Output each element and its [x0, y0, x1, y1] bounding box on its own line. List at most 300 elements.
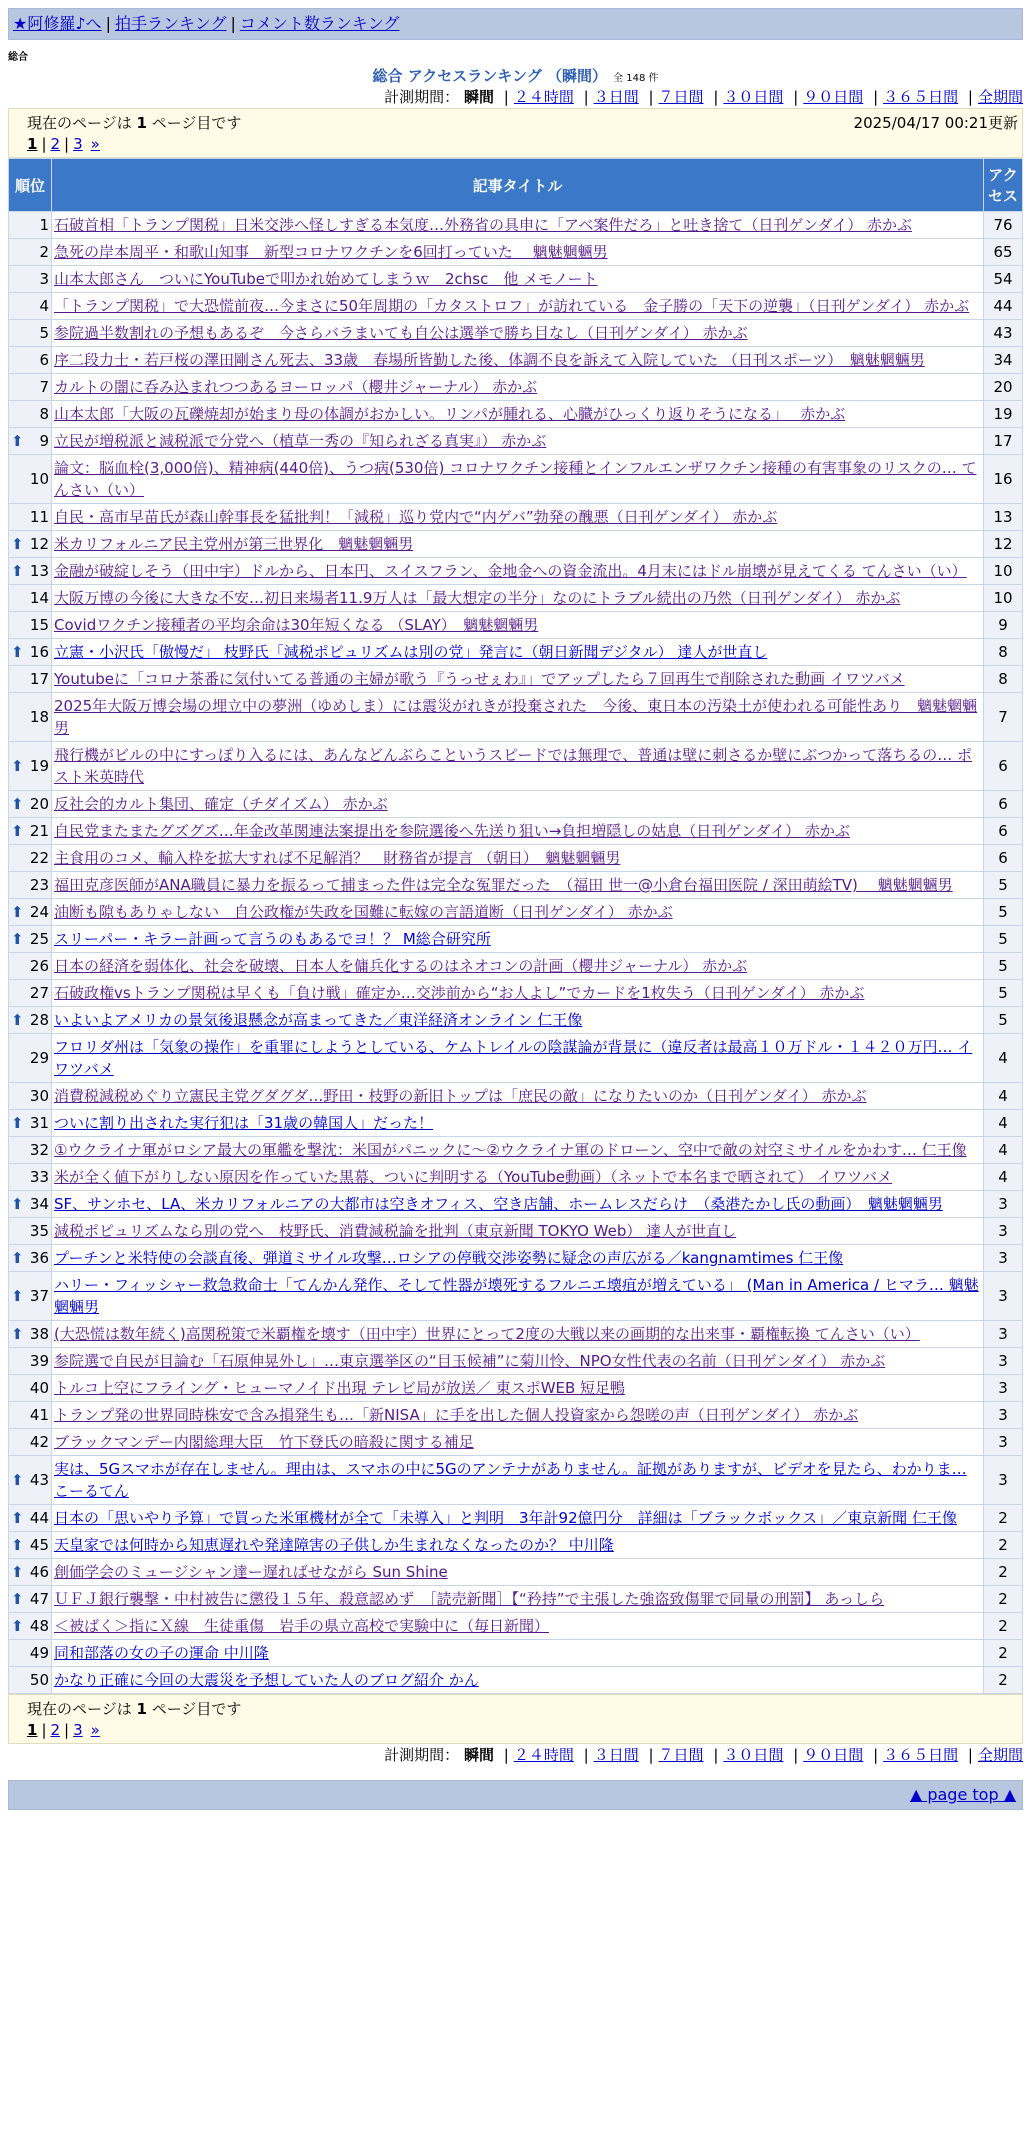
- article-link[interactable]: 反社会的カルト集団、確定（チダイズム） 赤かぶ: [54, 795, 388, 813]
- rank-cell: [9, 1164, 52, 1191]
- title-cell: [52, 320, 984, 347]
- article-link[interactable]: 油断も隙もありゃしない 自公政権が失政を国難に転嫁の言語道断（日刊ゲンダイ） 赤かぶ: [54, 903, 673, 921]
- table-row: [9, 347, 1023, 374]
- article-link[interactable]: 米が全く値下がりしない原因を作っていた黒幕、ついに判明する（YouTube動画）（ネットで本名まで晒されて） イワツバメ: [54, 1168, 892, 1186]
- rank-cell: [9, 1272, 52, 1321]
- rank-cell: [9, 1034, 52, 1083]
- access-count: 20: [984, 374, 1023, 401]
- table-row: [9, 872, 1023, 899]
- article-link[interactable]: 福田克彦医師がANA職員に暴力を振るって捕まった件は完全な冤罪だった （福田 世一@小倉台福田医院 / 深田萌絵TV) 魑魅魍魎男: [54, 876, 953, 894]
- access-count: 4: [984, 1164, 1023, 1191]
- article-link[interactable]: 米カリフォルニア民主党州が第三世界化 魑魅魍魎男: [54, 535, 414, 553]
- access-count: 6: [984, 845, 1023, 872]
- title-cell: [52, 1083, 984, 1110]
- article-link[interactable]: 2025年大阪万博会場の埋立中の夢洲（ゆめしま）には震災がれきが投棄された 今後、東日本の汚染土が使われる可能性あり 魑魅魍魎男: [54, 697, 978, 737]
- article-link[interactable]: SF、サンホセ、LA、米カリフォルニアの大都市は空きオフィス、空き店舗、ホームレスだらけ （桑港たかし氏の動画） 魑魅魍魎男: [54, 1195, 943, 1213]
- period-current: 瞬間: [463, 88, 494, 106]
- table-row: [9, 980, 1023, 1007]
- period-link-7d[interactable]: ７日間: [658, 88, 704, 106]
- period-selector-bottom: 計測期間： 瞬間 | ２４時間 | ３日間 | ７日間 | ３０日間 | ９０日間 | ３６５日間 | 全期間: [384, 1746, 1023, 1764]
- rank-number: 11: [29, 508, 49, 526]
- pager-link-2[interactable]: 2: [50, 135, 61, 153]
- rank-cell: [9, 374, 52, 401]
- access-count: 10: [984, 558, 1023, 585]
- rank-cell: [9, 1402, 52, 1429]
- rank-number: 34: [29, 1195, 49, 1213]
- article-link[interactable]: 消費税減税めぐり立憲民主党グダグダ…野田・枝野の新旧トップは「庶民の敵」になりたいのか（日刊ゲンダイ） 赤かぶ: [54, 1087, 867, 1105]
- rank-cell: [9, 1456, 52, 1505]
- access-count: 2: [984, 1667, 1023, 1694]
- access-count: 2: [984, 1559, 1023, 1586]
- title-cell: [52, 428, 984, 455]
- article-link[interactable]: 主食用のコメ、輸入枠を拡大すれば不足解消？ 財務省が提言 （朝日） 魑魅魍魎男: [54, 849, 621, 867]
- period-link-90d[interactable]: ９０日間: [803, 88, 864, 106]
- table-header: [9, 159, 1023, 212]
- access-count: 9: [984, 612, 1023, 639]
- rank-cell: [9, 1110, 52, 1137]
- category-label: 総合: [8, 52, 28, 63]
- access-count: 3: [984, 1456, 1023, 1505]
- rank-number: 37: [29, 1287, 49, 1305]
- period-link-all[interactable]: 全期間: [977, 1746, 1023, 1764]
- rank-number: 19: [29, 757, 49, 775]
- article-link[interactable]: かなり正確に今回の大震災を予想していた人のブログ紹介 かん: [54, 1671, 479, 1689]
- access-count: 3: [984, 1321, 1023, 1348]
- rank-cell: [9, 1348, 52, 1375]
- rank-number: 23: [29, 876, 49, 894]
- access-count: 5: [984, 953, 1023, 980]
- period-link-365d[interactable]: ３６５日間: [883, 88, 959, 106]
- rank-number: 6: [39, 351, 49, 369]
- table-row: [9, 1083, 1023, 1110]
- article-link[interactable]: 飛行機がビルの中にすっぽり入るには、あんなどんぶらこというスピードでは無理で、普通は壁に刺さるか壁にぶつかって落ちるの… ポスト米英時代: [54, 746, 972, 786]
- table-row: [9, 1218, 1023, 1245]
- access-count: 12: [984, 531, 1023, 558]
- rank-up-arrow-icon: ⬆: [11, 1536, 24, 1554]
- access-count: 5: [984, 1007, 1023, 1034]
- table-row: [9, 320, 1023, 347]
- table-row: [9, 428, 1023, 455]
- rank-cell: [9, 320, 52, 347]
- period-current: 瞬間: [463, 1746, 494, 1764]
- rank-cell: [9, 504, 52, 531]
- access-count: 17: [984, 428, 1023, 455]
- title-cell: [52, 1007, 984, 1034]
- article-link[interactable]: 創価学会のミュージシャン達ー遅ればせながら Sun Shine: [54, 1563, 448, 1581]
- header-rank: 順位: [9, 159, 52, 212]
- rank-cell: [9, 239, 52, 266]
- rank-number: 33: [29, 1168, 49, 1186]
- rank-number: 42: [29, 1433, 49, 1451]
- access-count: 5: [984, 899, 1023, 926]
- rank-cell: [9, 1559, 52, 1586]
- article-link[interactable]: 立憲・小沢氏「傲慢だ」 枝野氏「減税ポピュリズムは別の党」発言に（朝日新聞デジタル） 達人が世直し: [54, 643, 768, 661]
- table-row: [9, 1164, 1023, 1191]
- title-cell: [52, 1272, 984, 1321]
- access-count: 4: [984, 1034, 1023, 1083]
- rank-number: 48: [29, 1617, 49, 1635]
- rank-cell: [9, 1245, 52, 1272]
- updated-timestamp: 2025/04/17 00:21更新: [853, 114, 1018, 132]
- pager-link-2[interactable]: 2: [50, 1721, 61, 1739]
- table-row: [9, 1245, 1023, 1272]
- table-row: [9, 1505, 1023, 1532]
- rank-number: 1: [39, 216, 49, 234]
- article-link[interactable]: ①ウクライナ軍がロシア最大の軍艦を撃沈：米国がパニックに〜②ウクライナ軍のドローン、空中で敵の対空ミサイルをかわす… 仁王像: [54, 1141, 967, 1159]
- rank-up-arrow-icon: ⬆: [11, 1563, 24, 1581]
- rank-number: 24: [29, 903, 49, 921]
- rank-number: 4: [39, 297, 49, 315]
- rank-cell: [9, 612, 52, 639]
- table-row: [9, 531, 1023, 558]
- page-title: [8, 66, 1023, 86]
- article-link[interactable]: 序二段力士・若戸桜の澤田剛さん死去、33歳 春場所皆勤した後、体調不良を訴えて入院していた （日刊スポーツ） 魑魅魍魎男: [54, 351, 925, 369]
- article-link[interactable]: 山本太郎さん ついにYouTubeで叩かれ始めてしまうｗ 2chsc 他 メモノート: [54, 270, 598, 288]
- title-cell: [52, 401, 984, 428]
- access-count: 5: [984, 872, 1023, 899]
- article-link[interactable]: 自民党またまたグズグズ…年金改革関連法案提出を参院選後へ先送り狙い→負担増隠しの姑息（日刊ゲンダイ） 赤かぶ: [54, 822, 850, 840]
- table-row: [9, 1007, 1023, 1034]
- period-link-7d[interactable]: ７日間: [658, 1746, 704, 1764]
- article-link[interactable]: Covidワクチン接種者の平均余命は30年短くなる （SLAY） 魑魅魍魎男: [54, 616, 539, 634]
- access-count: 10: [984, 585, 1023, 612]
- rank-cell: [9, 899, 52, 926]
- rank-number: 35: [29, 1222, 49, 1240]
- rank-number: 36: [29, 1249, 49, 1267]
- rank-number: 14: [29, 589, 49, 607]
- title-cell: [52, 926, 984, 953]
- title-cell: [52, 742, 984, 791]
- title-cell: [52, 1375, 984, 1402]
- table-row: [9, 1402, 1023, 1429]
- rank-up-arrow-icon: ⬆: [11, 930, 24, 948]
- period-link-3d[interactable]: ３日間: [593, 88, 639, 106]
- rank-cell: [9, 1532, 52, 1559]
- rank-cell: [9, 266, 52, 293]
- title-cell: [52, 558, 984, 585]
- table-row: [9, 666, 1023, 693]
- rank-number: 27: [29, 984, 49, 1002]
- table-row: [9, 1586, 1023, 1613]
- access-count: 8: [984, 666, 1023, 693]
- article-link[interactable]: トルコ上空にフライング・ヒューマノイド出現 テレビ局が放送／ 東スポWEB 短足鴨: [54, 1379, 626, 1397]
- pager-link-3[interactable]: 3: [73, 135, 83, 153]
- period-label: 計測期間：: [384, 88, 460, 106]
- title-cell: [52, 953, 984, 980]
- rank-cell: [9, 742, 52, 791]
- rank-up-arrow-icon: ⬆: [11, 1325, 24, 1343]
- table-row: [9, 401, 1023, 428]
- article-link[interactable]: 日本の「思いやり予算」で買った米軍機材が全て「未導入」と判明 3年計92億円分 詳細は「ブラックボックス」／東京新聞 仁王像: [54, 1509, 957, 1527]
- rank-cell: [9, 872, 52, 899]
- article-link[interactable]: 日本の経済を弱体化、社会を破壊、日本人を傭兵化するのはネオコンの計画（櫻井ジャーナル） 赤かぶ: [54, 957, 748, 975]
- table-row: [9, 1272, 1023, 1321]
- rank-cell: [9, 455, 52, 504]
- rank-number: 43: [29, 1471, 49, 1489]
- title-cell: [52, 1110, 984, 1137]
- rank-cell: [9, 1007, 52, 1034]
- access-count: 2: [984, 1640, 1023, 1667]
- separator: |: [230, 14, 236, 33]
- rank-cell: [9, 845, 52, 872]
- article-link[interactable]: 天皇家では何時から知恵遅れや発達障害の子供しか生まれなくなったのか？ 中川隆: [54, 1536, 614, 1554]
- article-link[interactable]: 減税ポピュリズムなら別の党へ 枝野氏、消費減税論を批判（東京新聞 TOKYO Web） 達人が世直し: [54, 1222, 737, 1240]
- title-cell: [52, 531, 984, 558]
- clap-ranking-link[interactable]: 拍手ランキング: [114, 14, 227, 33]
- page-info-bottom: [8, 1694, 1023, 1744]
- title-cell: [52, 791, 984, 818]
- title-cell: [52, 1321, 984, 1348]
- article-link[interactable]: ハリー・フィッシャー救急救命士「てんかん発作、そして性器が壊死するフルニエ壊疽が増えている」 (Man in America / ヒマラ… 魑魅魍魎男: [54, 1276, 979, 1316]
- rank-cell: [9, 1321, 52, 1348]
- title-cell: [52, 693, 984, 742]
- table-row: [9, 1613, 1023, 1640]
- period-link-30d[interactable]: ３０日間: [723, 1746, 784, 1764]
- access-count: 65: [984, 239, 1023, 266]
- article-link[interactable]: 大阪万博の今後に大きな不安…初日来場者11.9万人は「最大想定の半分」なのにトラブル続出の乃然（日刊ゲンダイ） 赤かぶ: [54, 589, 901, 607]
- table-row: [9, 742, 1023, 791]
- rank-number: 44: [29, 1509, 49, 1527]
- table-row: [9, 1559, 1023, 1586]
- title-cell: [52, 899, 984, 926]
- rank-number: 16: [29, 643, 49, 661]
- title-cell: [52, 818, 984, 845]
- table-row: [9, 455, 1023, 504]
- table-row: [9, 1034, 1023, 1083]
- rank-number: 32: [29, 1141, 49, 1159]
- article-link[interactable]: 立民が増税派と減税派で分党へ（植草一秀の『知られざる真実』） 赤かぶ: [54, 432, 547, 450]
- rank-number: 15: [29, 616, 49, 634]
- current-page-text: 現在のページは 1 ページ目です: [27, 114, 242, 132]
- header-title: 記事タイトル: [52, 159, 984, 212]
- article-link[interactable]: 実は、5Gスマホが存在しません。理由は、スマホの中に5Gのアンテナがありません。証拠がありますが、ビデオを見たら、わかりま… こーるてん: [54, 1460, 967, 1500]
- title-cell: [52, 1034, 984, 1083]
- access-count: 4: [984, 1137, 1023, 1164]
- table-row: [9, 1110, 1023, 1137]
- pager-current: 1: [27, 135, 38, 153]
- rank-up-arrow-icon: ⬆: [11, 903, 24, 921]
- access-count: 43: [984, 320, 1023, 347]
- ranking-title: 総合 アクセスランキング （瞬間）: [372, 67, 608, 85]
- rank-cell: [9, 1429, 52, 1456]
- rank-number: 10: [29, 470, 49, 488]
- rank-up-arrow-icon: ⬆: [11, 1471, 24, 1489]
- access-count: 3: [984, 1191, 1023, 1218]
- pager-next[interactable]: »: [90, 135, 100, 153]
- period-link-24h[interactable]: ２４時間: [513, 88, 574, 106]
- pager-bottom: 1 | 2 | 3 »: [27, 1721, 100, 1739]
- rank-cell: [9, 585, 52, 612]
- access-count: 2: [984, 1586, 1023, 1613]
- title-cell: [52, 1640, 984, 1667]
- rank-cell: [9, 639, 52, 666]
- article-link[interactable]: (大恐慌は数年続く)高関税策で米覇権を壊す（田中宇）世界にとって2度の大戦以来の画期的な出来事・覇権転換 てんさい（い）: [54, 1325, 920, 1343]
- rank-number: 29: [29, 1049, 49, 1067]
- table-row: [9, 374, 1023, 401]
- article-link[interactable]: 自民・高市早苗氏が森山幹事長を猛批判！「減税」巡り党内で“内ゲバ”勃発の醜悪（日刊ゲンダイ） 赤かぶ: [54, 508, 778, 526]
- access-count: 4: [984, 1083, 1023, 1110]
- table-row: [9, 1191, 1023, 1218]
- rank-cell: [9, 666, 52, 693]
- rank-up-arrow-icon: ⬆: [11, 757, 24, 775]
- access-count: 3: [984, 1245, 1023, 1272]
- rank-number: 47: [29, 1590, 49, 1608]
- ranking-table: [8, 158, 1023, 1694]
- rank-up-arrow-icon: ⬆: [11, 432, 24, 450]
- article-link[interactable]: 参院過半数割れの予想もあるぞ 今さらバラまいても自公は選挙で勝ち目なし（日刊ゲンダイ） 赤かぶ: [54, 324, 748, 342]
- rank-cell: [9, 212, 52, 239]
- rank-number: 12: [29, 535, 49, 553]
- article-link[interactable]: トランプ発の世界同時株安で含み損発生も…「新NISA」に手を出した個人投資家から怨嗟の声（日刊ゲンダイ） 赤かぶ: [54, 1406, 859, 1424]
- title-cell: [52, 1164, 984, 1191]
- access-count: 76: [984, 212, 1023, 239]
- table-row: [9, 693, 1023, 742]
- article-link[interactable]: プーチンと米特使の会談直後、弾道ミサイル攻撃…ロシアの停戦交渉姿勢に疑念の声広がる／kangnamtimes 仁王像: [54, 1249, 844, 1267]
- pager-next[interactable]: »: [90, 1721, 100, 1739]
- period-link-all[interactable]: 全期間: [977, 88, 1023, 106]
- table-row: [9, 612, 1023, 639]
- home-link[interactable]: ★阿修羅♪へ: [13, 14, 102, 33]
- access-count: 54: [984, 266, 1023, 293]
- page-top-link[interactable]: ▲ page top ▲: [909, 1785, 1016, 1804]
- article-link[interactable]: フロリダ州は「気象の操作」を重罪にしようとしている、ケムトレイルの陰謀論が背景に（違反者は最高１０万ドル・１４２０万円… イワツバメ: [54, 1038, 973, 1078]
- total-count: 全 148 件: [613, 73, 659, 84]
- period-link-24h[interactable]: ２４時間: [513, 1746, 574, 1764]
- title-cell: [52, 1559, 984, 1586]
- article-link[interactable]: ついに割り出された実行犯は「31歳の韓国人」だった！: [54, 1114, 434, 1132]
- table-row: [9, 1429, 1023, 1456]
- rank-number: 50: [29, 1671, 49, 1689]
- access-count: 3: [984, 1348, 1023, 1375]
- title-cell: [52, 1245, 984, 1272]
- rank-cell: [9, 1375, 52, 1402]
- current-page-text: 現在のページは 1 ページ目です: [27, 1700, 242, 1718]
- rank-cell: [9, 980, 52, 1007]
- table-row: [9, 239, 1023, 266]
- article-link[interactable]: ＵＦＪ銀行襲撃・中村被告に懲役１５年、殺意認めず ［読売新聞］【“矜持”で主張した強盗致傷罪で同量の刑罰】 あっしら: [54, 1590, 885, 1608]
- article-link[interactable]: 急死の岸本周平・和歌山知事 新型コロナワクチンを6回打っていた 魑魅魍魎男: [54, 243, 608, 261]
- access-count: 2: [984, 1505, 1023, 1532]
- separator: |: [105, 14, 111, 33]
- rank-up-arrow-icon: ⬆: [11, 795, 24, 813]
- title-cell: [52, 585, 984, 612]
- access-count: 2: [984, 1613, 1023, 1640]
- title-cell: [52, 1191, 984, 1218]
- article-link[interactable]: 参院選で自民が目論む「石原伸晃外し」…東京選挙区の“目玉候補”に菊川怜、NPO女性代表の名前（日刊ゲンダイ） 赤かぶ: [54, 1352, 886, 1370]
- title-cell: [52, 1613, 984, 1640]
- table-row: [9, 1137, 1023, 1164]
- table-row: [9, 1456, 1023, 1505]
- rank-up-arrow-icon: ⬆: [11, 643, 24, 661]
- article-link[interactable]: ブラックマンデー内閣総理大臣 竹下登氏の暗殺に関する補足: [54, 1433, 474, 1451]
- period-link-90d[interactable]: ９０日間: [803, 1746, 864, 1764]
- access-count: 5: [984, 980, 1023, 1007]
- rank-cell: [9, 1667, 52, 1694]
- title-cell: [52, 666, 984, 693]
- article-link[interactable]: ＜被ばく＞指にＸ線 生徒重傷 岩手の県立高校で実験中に（毎日新聞）: [54, 1617, 550, 1635]
- access-count: 6: [984, 742, 1023, 791]
- rank-cell: [9, 1137, 52, 1164]
- ranking-body: [9, 212, 1023, 1694]
- article-link[interactable]: 同和部落の女の子の運命 中川隆: [54, 1644, 269, 1662]
- period-link-3d[interactable]: ３日間: [593, 1746, 639, 1764]
- article-link[interactable]: いよいよアメリカの景気後退懸念が高まってきた／東洋経済オンライン 仁王像: [54, 1011, 583, 1029]
- article-link[interactable]: カルトの闇に呑み込まれつつあるヨーロッパ（櫻井ジャーナル） 赤かぶ: [54, 378, 538, 396]
- article-link[interactable]: スリーパー・キラー計画って言うのもあるでヨ！？ M総合研究所: [54, 930, 491, 948]
- title-cell: [52, 266, 984, 293]
- rank-cell: [9, 293, 52, 320]
- title-cell: [52, 872, 984, 899]
- rank-cell: [9, 558, 52, 585]
- article-link[interactable]: 金融が破綻しそう（田中宇）ドルから、日本円、スイスフラン、金地金への資金流出。4月末にはドル崩壊が見えてくる てんさい（い）: [54, 562, 967, 580]
- rank-number: 17: [29, 670, 49, 688]
- rank-number: 38: [29, 1325, 49, 1343]
- table-row: [9, 1532, 1023, 1559]
- article-link[interactable]: 石破政権vsトランプ関税は早くも「負け戦」確定か…交渉前から“お人よし”でカードを1枚失う（日刊ゲンダイ） 赤かぶ: [54, 984, 865, 1002]
- access-count: 34: [984, 347, 1023, 374]
- rank-number: 30: [29, 1087, 49, 1105]
- article-link[interactable]: Youtubeに「コロナ茶番に気付いてる普通の主婦が歌う『うっせぇわ』」でアップしたら７回再生で削除された動画 イワツバメ: [54, 670, 905, 688]
- access-count: 16: [984, 455, 1023, 504]
- period-label: 計測期間：: [384, 1746, 460, 1764]
- title-cell: [52, 1218, 984, 1245]
- rank-up-arrow-icon: ⬆: [11, 1011, 24, 1029]
- header-access: アクセス: [984, 159, 1023, 212]
- article-link[interactable]: 山本太郎「大阪の瓦礫焼却が始まり母の体調がおかしい。リンパが腫れる、心臓がひっくり返りそうになる」 赤かぶ: [54, 405, 846, 423]
- period-link-365d[interactable]: ３６５日間: [883, 1746, 959, 1764]
- access-count: 3: [984, 1375, 1023, 1402]
- title-cell: [52, 1429, 984, 1456]
- page-info-top: [8, 108, 1023, 158]
- rank-number: 13: [29, 562, 49, 580]
- rank-number: 45: [29, 1536, 49, 1554]
- table-row: [9, 818, 1023, 845]
- pager-link-3[interactable]: 3: [73, 1721, 83, 1739]
- rank-number: 5: [39, 324, 49, 342]
- access-count: 44: [984, 293, 1023, 320]
- period-link-30d[interactable]: ３０日間: [723, 88, 784, 106]
- article-link[interactable]: 「トランプ関税」で大恐慌前夜…今まさに50年周期の「カタストロフ」が訪れている 金子勝の「天下の逆襲」（日刊ゲンダイ） 赤かぶ: [54, 297, 970, 315]
- table-row: [9, 1667, 1023, 1694]
- access-count: 3: [984, 1429, 1023, 1456]
- access-count: 13: [984, 504, 1023, 531]
- table-row: [9, 585, 1023, 612]
- rank-number: 2: [39, 243, 49, 261]
- comment-ranking-link[interactable]: コメント数ランキング: [239, 14, 400, 33]
- rank-number: 31: [29, 1114, 49, 1132]
- rank-number: 49: [29, 1644, 49, 1662]
- pager-top: 1 | 2 | 3 »: [27, 135, 100, 153]
- table-row: [9, 1640, 1023, 1667]
- rank-number: 3: [39, 270, 49, 288]
- rank-cell: [9, 1613, 52, 1640]
- rank-number: 40: [29, 1379, 49, 1397]
- rank-cell: [9, 1191, 52, 1218]
- rank-cell: [9, 953, 52, 980]
- access-count: 3: [984, 1402, 1023, 1429]
- rank-number: 9: [39, 432, 49, 450]
- title-cell: [52, 1586, 984, 1613]
- access-count: 3: [984, 1272, 1023, 1321]
- rank-cell: [9, 1505, 52, 1532]
- article-link[interactable]: 石破首相「トランプ関税」日米交渉へ怪しすぎる本気度…外務省の具申に「アベ案件だろ」と吐き捨て（日刊ゲンダイ） 赤かぶ: [54, 216, 912, 234]
- article-link[interactable]: 論文：脳血栓(3,000倍)、精神病(440倍)、うつ病(530倍) コロナワクチン接種とインフルエンザワクチン接種の有害事象のリスクの… てんさい（い）: [54, 459, 977, 499]
- rank-cell: [9, 1640, 52, 1667]
- rank-up-arrow-icon: ⬆: [11, 535, 24, 553]
- table-row: [9, 504, 1023, 531]
- rank-cell: [9, 428, 52, 455]
- rank-up-arrow-icon: ⬆: [11, 1590, 24, 1608]
